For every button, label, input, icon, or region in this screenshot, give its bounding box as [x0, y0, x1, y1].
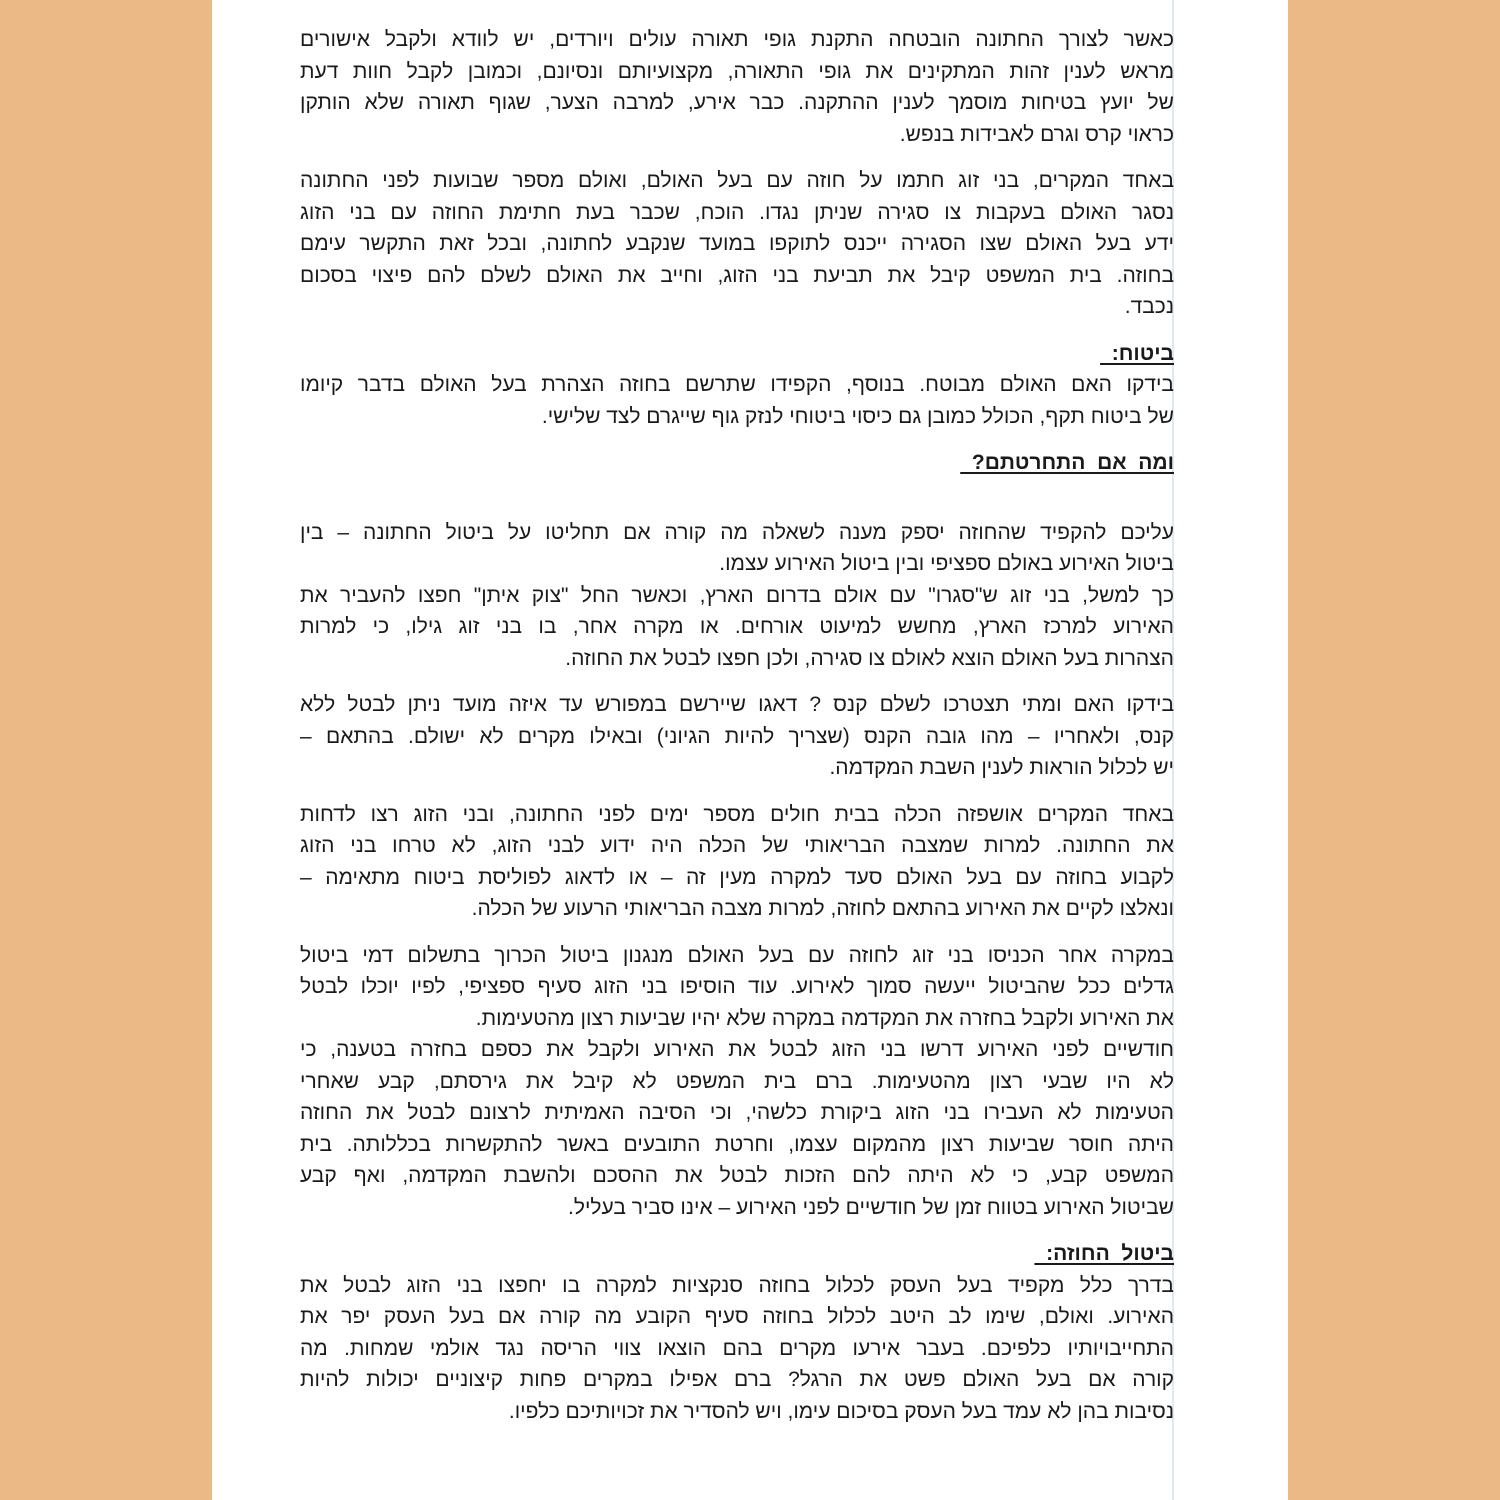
paragraph [300, 940, 1174, 1224]
text-line: נכבד. [1124, 295, 1174, 318]
document-body [300, 24, 1174, 1442]
text-line: את החתונה. למרות שמצבה הבריאותי של הכלה היה ידוע לבני הזוג, לא טרחו בני הזוג [300, 834, 1174, 857]
text-line: יש לכלול הוראות לענין השבת המקדמה. [829, 756, 1174, 779]
text-line: היתה חוסר שביעות רצון מהמקום עצמו, וחרטת התובעים באשר להתקשרות בכללותה. בית [300, 1132, 1174, 1156]
text-line: ונאלצו לקיים את האירוע בהתאם לחוזה, למרות מצבה הבריאותי הרעוע של הכלה. [471, 897, 1174, 920]
text-line: כך למשל, בני זוג ש"סגרו" עם אולם בדרום הארץ, וכאשר החל "צוק איתן" חפצו להעביר את [300, 583, 1174, 607]
paragraph [300, 517, 1174, 675]
text-line: שביטול האירוע בטווח זמן של חודשיים לפני האירוע – אינו סביר בעליל. [568, 1195, 1174, 1219]
text-line: קורה אם בעל האולם פשט את הרגל? ברם אפילו במקרים פחות קיצוניים יכולות להיות [300, 1368, 1174, 1391]
text-line: את האירוע ולקבל בחזרה את המקדמה במקרה שלא יהיו שביעות רצון מהטעימות. [475, 1006, 1174, 1030]
section-heading: ומה אם התחרטתם? [960, 451, 1174, 474]
text-line: של יועץ בטיחות מוסמך לענין ההתקנה. כבר אירע, למרבה הצער, שגוף תאורה שלא הותקן [300, 91, 1174, 114]
text-line: בחוזה. בית המשפט קיבל את תביעת בני הזוג, וחייב את האולם לשלם להם פיצוי בסכום [300, 263, 1174, 287]
text-line: נסיבות בהן לא עמד בעל העסק בסיכום עימו, ויש להסדיר את זכויותיכם כלפיו. [508, 1399, 1174, 1423]
text-line: במקרה אחר הכניסו בני זוג לחוזה עם בעל האולם מנגנון ביטול הכרוך בתשלום דמי ביטול [300, 943, 1174, 967]
text-line: חודשיים לפני האירוע דרשו בני הזוג לבטל את האירוע ולקבל את כספם בחזרה בטענה, כי [300, 1038, 1174, 1061]
text-line: האירוע למרכז הארץ, מחשש למיעוט אורחים. או מקרה אחר, בו בני זוג גילו, כי למרות [300, 615, 1174, 638]
text-line: האירוע. ואולם, שימו לב היטב לכלול בחוזה סעיף הקובע מה קורה אם בעל העסק יפר את [300, 1305, 1174, 1328]
section-heading: ביטול החוזה: [1034, 1242, 1174, 1265]
paragraph [300, 689, 1174, 784]
text-line: עליכם להקפיד שהחוזה יספק מענה לשאלה מה קורה אם תחליטו על ביטול החתונה – בין [300, 520, 1174, 544]
text-line: נסגר האולם בעקבות צו סגירה שניתן נגדו. הוכח, שכבר בעת חתימת החוזה עם בני הזוג [300, 200, 1174, 224]
paragraph [300, 799, 1174, 925]
text-line: בידקו האם האולם מבוטח. בנוסף, הקפידו שתרשם בחוזה הצהרת בעל האולם בדבר קיומו [300, 373, 1174, 396]
section-heading: ביטוח: [1100, 341, 1174, 365]
text-line: הצהרות בעל האולם הוצא לאולם צו סגירה, ולכן חפצו לבטל את החוזה. [565, 646, 1174, 670]
text-line: גדלים ככל שהביטול ייעשה סמוך לאירוע. עוד הוסיפו בני הזוג סעיף ספציפי, לפיו יוכלו לבטל [300, 975, 1174, 998]
text-line: ידע בעל האולם שצו הסגירה ייכנס לתוקפו במועד שנקבע לחתונה, ובכל זאת התקשר עימם [300, 232, 1174, 255]
paragraph [300, 24, 1174, 150]
text-line: בידקו האם ומתי תצטרכו לשלם קנס ? דאגו שיירשם במפורש עד איזה מועד ניתן לבטל ללא [300, 693, 1174, 716]
text-line: לקבוע בחוזה עם בעל האולם סעד למקרה מעין זה – או לדאוג לפוליסת ביטוח מתאימה – [300, 865, 1174, 889]
text-line: קנס, ולאחריו – מהו גובה הקנס (שצריך להיות הגיוני) ובאילו מקרים לא ישולם. בהתאם – [300, 724, 1174, 748]
paragraph [300, 1270, 1174, 1428]
text-line: באחד המקרים אושפזה הכלה בבית חולים מספר ימים לפני החתונה, ובני הזוג רצו לדחות [300, 802, 1174, 826]
paragraph [300, 369, 1174, 432]
text-line: כראוי קרס וגרם לאבידות בנפש. [899, 122, 1174, 146]
paragraph [300, 165, 1174, 323]
text-line: מראש לענין זהות המתקינים את גופי התאורה, מקצועיותם ונסיונם, וכמובן לקבל חוות דעת [300, 59, 1174, 83]
text-line: בדרך כלל מקפיד בעל העסק לכלול בחוזה סנקציות למקרה בו יחפצו בני הזוג לבטל את [300, 1273, 1174, 1297]
text-line: התחייבויותיו כלפיכם. בעבר אירעו מקרים בהם הוצאו צווי הריסה נגד אולמי שמחות. מה [300, 1336, 1174, 1360]
text-line: לא היו שבעי רצון מהטעימות. ברם בית המשפט לא קיבל את גירסתם, קבע שאחרי [300, 1069, 1174, 1093]
text-line: כאשר לצורך החתונה הובטחה התקנת גופי תאורה עולים ויורדים, יש לוודא ולקבל אישורים [300, 28, 1174, 51]
text-line: המשפט קבע, כי לא היתה להם הזכות לבטל את ההסכם ולהשבת המקדמה, ואף קבע [300, 1164, 1174, 1187]
text-line: באחד המקרים, בני זוג חתמו על חוזה עם בעל האולם, ואולם מספר שבועות לפני החתונה [300, 169, 1174, 192]
text-line: של ביטוח תקף, הכולל כמובן גם כיסוי ביטוחי לנזק גוף שייגרם לצד שלישי. [541, 404, 1174, 428]
text-line: ביטול האירוע באולם ספציפי ובין ביטול האירוע עצמו. [719, 552, 1174, 575]
text-line: הטעימות לא העבירו בני הזוג ביקורת כלשהי, וכי הסיבה האמיתית לרצונם לבטל את החוזה [300, 1101, 1174, 1124]
